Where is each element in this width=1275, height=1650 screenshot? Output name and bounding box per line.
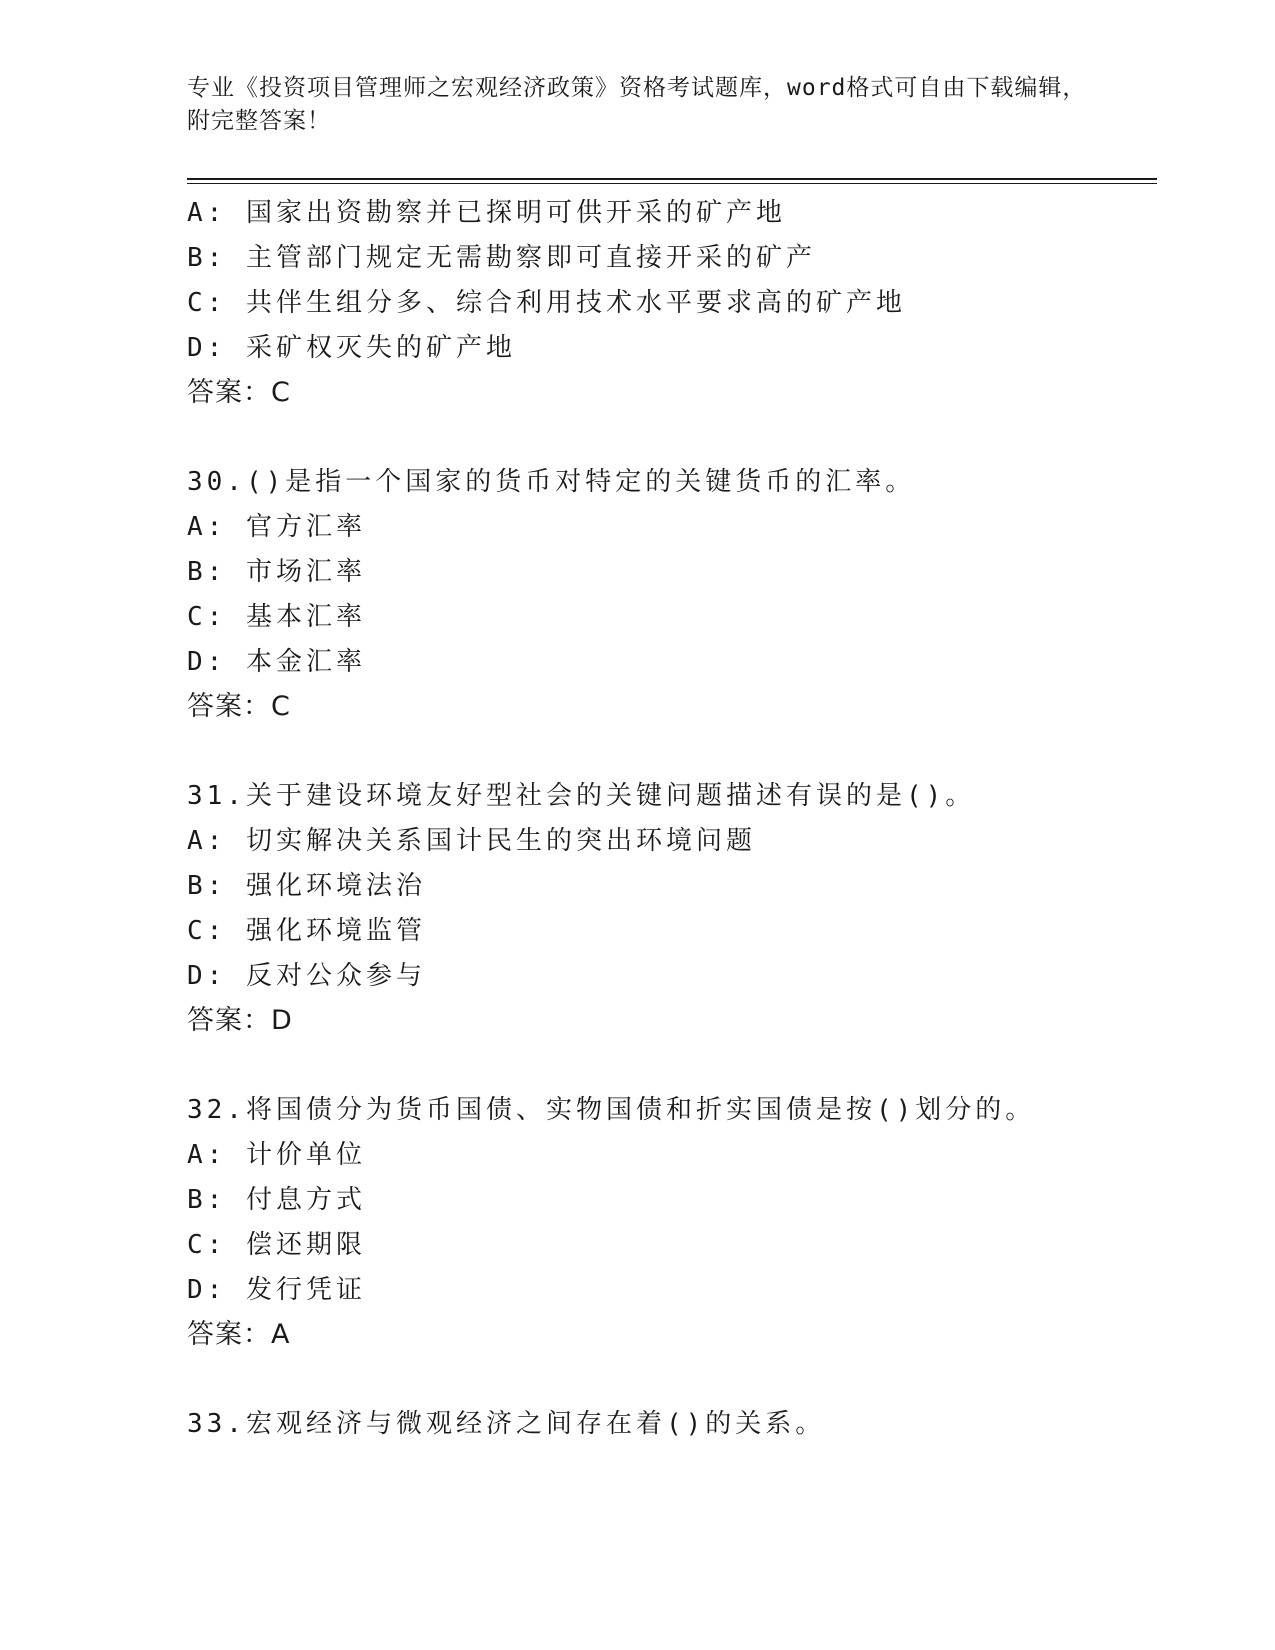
q33-question: 33.宏观经济与微观经济之间存在着()的关系。 [187,1409,826,1439]
q32-option-d: D: 发行凭证 [187,1275,366,1305]
q30-option-b: B: 市场汇率 [187,557,366,587]
q31-answer: 答案：D [187,1005,293,1036]
header-rule-thick [187,178,1157,180]
q32-answer: 答案：A [187,1319,291,1350]
q31-option-b: B: 强化环境法治 [187,871,426,901]
q31-option-a: A: 切实解决关系国计民生的突出环境问题 [187,826,756,856]
q32-question: 32.将国债分为货币国债、实物国债和折实国债是按()划分的。 [187,1095,1036,1125]
q32-option-c: C: 偿还期限 [187,1230,366,1260]
q31-question: 31.关于建设环境友好型社会的关键问题描述有误的是()。 [187,781,976,811]
q30-answer: 答案：C [187,691,291,722]
q29-option-a: A: 国家出资勘察并已探明可供开采的矿产地 [187,198,786,228]
q30-option-d: D: 本金汇率 [187,647,366,677]
q30-option-c: C: 基本汇率 [187,602,366,632]
q29-option-c: C: 共伴生组分多、综合利用技术水平要求高的矿产地 [187,288,906,318]
q31-option-c: C: 强化环境监管 [187,916,426,946]
q30-option-a: A: 官方汇率 [187,512,366,542]
q29-answer: 答案：C [187,377,291,408]
q29-option-d: D: 采矿权灭失的矿产地 [187,333,516,363]
q30-question: 30.()是指一个国家的货币对特定的关键货币的汇率。 [187,467,916,497]
document-header: 专业《投资项目管理师之宏观经济政策》资格考试题库，word格式可自由下载编辑，附完整答案！ [187,75,1087,134]
q29-option-b: B: 主管部门规定无需勘察即可直接开采的矿产 [187,243,816,273]
q32-option-b: B: 付息方式 [187,1185,366,1215]
q32-option-a: A: 计价单位 [187,1140,366,1170]
header-rule-thin [187,183,1157,184]
q31-option-d: D: 反对公众参与 [187,961,426,991]
